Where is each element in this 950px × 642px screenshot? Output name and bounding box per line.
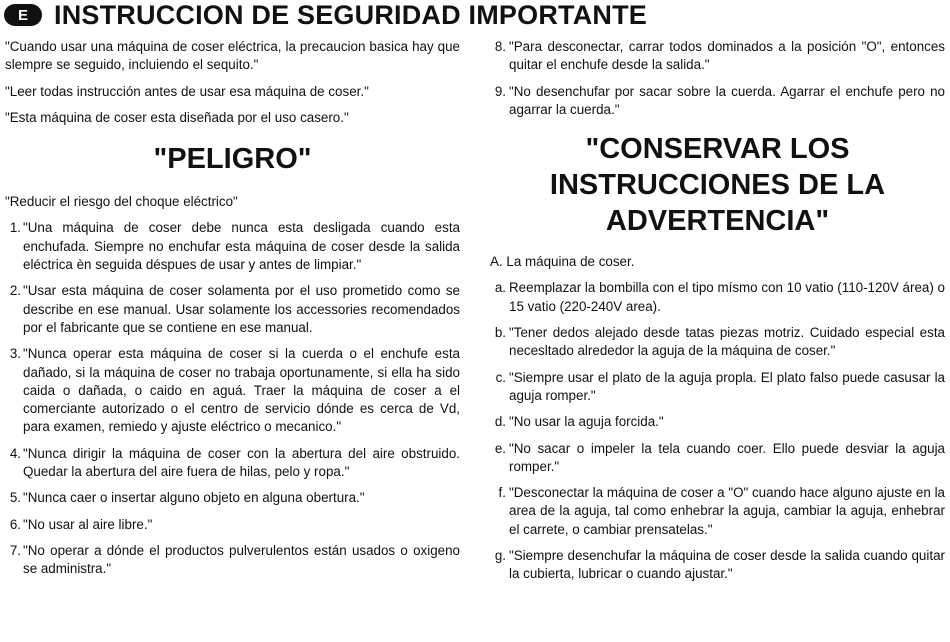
page-header xyxy=(4,0,647,30)
warning-heading: "CONSERVAR LOS INSTRUCCIONES DE LA ADVERTENCIA" xyxy=(549,133,886,238)
intro-paragraph-3: "Esta máquina de coser esta diseñada por el uso casero." xyxy=(5,109,349,125)
list-item xyxy=(5,542,460,579)
item-number: 7. xyxy=(9,542,21,558)
list-item xyxy=(490,38,945,75)
intro-paragraph-2: "Leer todas instrucción antes de usar esa máquina de coser." xyxy=(5,83,369,99)
item-text: "Desconectar la máquina de coser a "O" cuando hace alguno ajuste en la area de la aguja, tal como enhebrar la aguja, cambiar la aguja, enhebrar el carrete, o cambiar prensatelas." xyxy=(509,485,945,537)
item-text: "No sacar o impeler la tela cuando coer. Ello puede desviar la aguja romper." xyxy=(509,440,945,474)
item-text: "Nunca dirigir la máquina de coser con la abertura del aire obstruido. Quedar la abertura del aire fuera de hilas, pelo y ropa." xyxy=(23,445,460,480)
item-letter: g. xyxy=(494,548,506,564)
item-letter: d. xyxy=(494,414,506,430)
item-number: 6. xyxy=(9,516,21,532)
list-item xyxy=(490,547,945,584)
list-item xyxy=(5,489,460,507)
item-text: "Nunca caer o insertar alguno objeto en alguna obertura." xyxy=(23,490,365,506)
item-letter: b. xyxy=(494,325,506,341)
language-badge: E xyxy=(4,4,42,26)
item-letter: a. xyxy=(494,280,506,296)
list-item xyxy=(490,324,945,361)
item-text: "Para desconectar, carrar todos dominados a la posición "O", entonces quitar el enchufe desde la salida." xyxy=(509,39,945,73)
item-number: 2. xyxy=(9,283,21,299)
item-number: 9. xyxy=(494,83,506,99)
item-number: 5. xyxy=(9,490,21,506)
danger-subtitle: "Reducir el riesgo del choque eléctrico" xyxy=(5,194,238,210)
right-column xyxy=(490,38,945,592)
list-item xyxy=(490,440,945,477)
section-a-label: A. La máquina de coser. xyxy=(490,254,635,270)
item-letter: e. xyxy=(494,440,506,456)
item-text: "Siempre usar el plato de la aguja propla. El plato falso puede casusar la aguja romper." xyxy=(509,369,945,403)
item-letter: f. xyxy=(498,485,506,501)
list-item xyxy=(5,445,460,482)
item-text: "Nunca operar esta máquina de coser si la cuerda o el enchufe esta dañado, si la máquina de coser no trabaja oportunamente, si ella ha sido caida o dañada, o caido en aguá. Traer la máquina de coser a el comerciante autorizado o el centro de servicio dónde es cerca de Vd, para examen, remiedo y ajuste eléctrico o mecanico." xyxy=(23,346,460,435)
sewing-machine-list xyxy=(490,279,945,583)
list-item xyxy=(5,282,460,337)
item-text: "Tener dedos alejado desde tatas piezas motriz. Cuidado especial esta necesltado alrededor la aguja de la máquina de coser." xyxy=(509,325,945,359)
list-item xyxy=(490,83,945,120)
list-item xyxy=(490,484,945,539)
item-text: "Usar esta máquina de coser solamenta por el uso prometido como se describe en ese manual. Usar solamente los accessories recomendados por el fabricante que se contiene en ese manual. xyxy=(23,283,460,335)
page-title: INSTRUCCION DE SEGURIDAD IMPORTANTE xyxy=(54,0,648,30)
danger-list xyxy=(5,219,460,578)
list-item xyxy=(5,219,460,274)
item-text: Reemplazar la bombilla con el tipo mísmo con 10 vatio (110-120V área) o 15 vatio (220-240V area). xyxy=(509,280,945,314)
left-column xyxy=(5,38,460,587)
item-text: "No operar a dónde el productos pulverulentos están usados o oxigeno se administra." xyxy=(23,542,460,577)
list-item xyxy=(490,369,945,406)
list-item xyxy=(490,413,945,431)
item-text: "No usar al aire libre." xyxy=(23,516,153,532)
item-number: 8. xyxy=(494,39,506,54)
danger-list-continued xyxy=(490,38,945,119)
item-number: 3. xyxy=(9,346,21,362)
list-item xyxy=(5,516,460,534)
list-item xyxy=(5,345,460,436)
danger-heading: "PELIGRO" xyxy=(153,143,312,176)
item-text: "No desenchufar por sacar sobre la cuerda. Agarrar el enchufe pero no agarrar la cuerda." xyxy=(509,83,945,117)
item-number: 1. xyxy=(9,220,21,236)
item-text: "Siempre desenchufar la máquina de coser desde la salida cuando quitar la cubierta, lubricar o cuando ajustar." xyxy=(509,548,945,582)
intro-paragraph-1: "Cuando usar una máquina de coser eléctrica, la precaucion basica hay que slempre se seguido, incluiendo el sequito." xyxy=(5,39,460,73)
list-item xyxy=(490,279,945,316)
item-letter: c. xyxy=(495,369,506,385)
item-text: "Una máquina de coser debe nunca esta desligada cuando esta enchufada. Siempre no enchufar esta máquina de coser desde la salida eléctrica èn seguida déspues de usar y antes de limpiar." xyxy=(23,220,460,273)
item-text: "No usar la aguja forcida." xyxy=(509,414,664,430)
item-number: 4. xyxy=(9,445,21,461)
